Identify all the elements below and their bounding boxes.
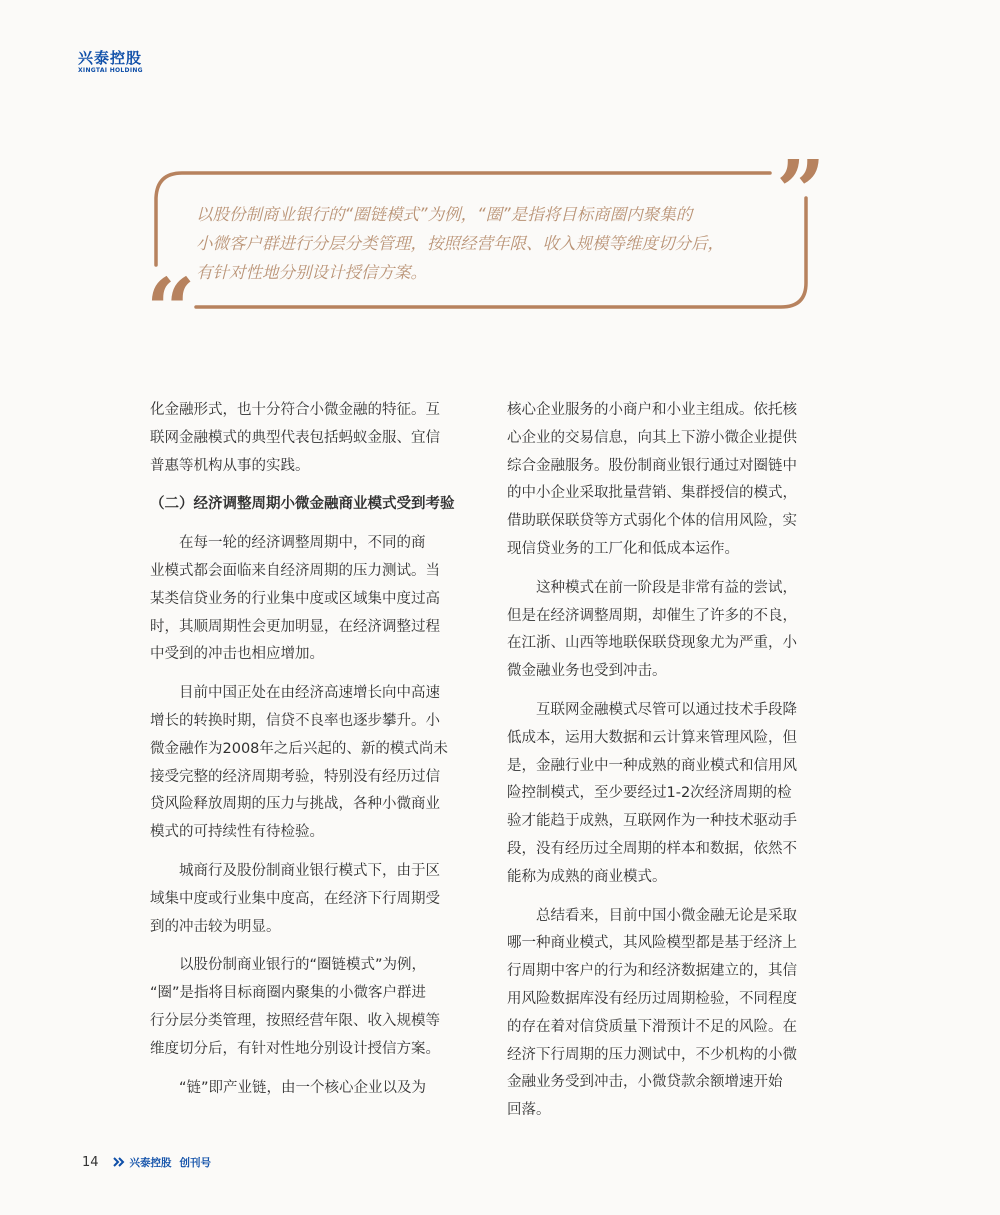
text-line: 普惠等机构从事的实践。 (150, 457, 310, 474)
text-line: “圈”是指将目标商圈内聚集的小微客户群进 (150, 985, 427, 1002)
text-line: 目前中国正处在由经济高速增长向中高速 (150, 685, 440, 702)
section-heading (150, 491, 460, 519)
pull-quote-line: 以股份制商业银行的“圈链模式”为例，“圈”是指将目标商圈内聚集的 (196, 205, 693, 224)
text-line: 的存在着对信贷质量下滑预计不足的风险。在 (507, 1018, 797, 1035)
text-line: 是，金融行业中一种成熟的商业模式和信用风 (507, 757, 797, 774)
pull-quote-text (196, 200, 796, 287)
text-line: （二）经济调整周期小微金融商业模式受到考验 (150, 496, 455, 513)
text-line: 险控制模式，至少要经过1-2次经济周期的检 (507, 785, 792, 802)
double-chevron-right-icon (113, 1157, 125, 1167)
text-line: 这种模式在前一阶段是非常有益的尝试， (507, 579, 797, 596)
text-line: 行分层分类管理，按照经营年限、收入规模等 (150, 1012, 440, 1029)
text-line: 总结看来，目前中国小微金融无论是采取 (507, 907, 797, 924)
paragraph (150, 952, 460, 1063)
text-line: 增长的转换时期，信贷不良率也逐步攀升。小 (150, 712, 440, 729)
text-line: 某类信贷业务的行业集中度或区域集中度过高 (150, 590, 440, 607)
text-line: “链”即产业链，由一个核心企业以及为 (150, 1079, 427, 1096)
logo-name-cn: 兴泰控股 (78, 49, 143, 67)
paragraph (507, 397, 817, 564)
text-line: 低成本，运用大数据和云计算来管理风险，但 (507, 729, 797, 746)
paragraph (507, 697, 817, 892)
text-line: 综合金融服务。股份制商业银行通过对圈链中 (507, 457, 797, 474)
text-line: 借助联保联贷等方式弱化个体的信用风险，实 (507, 513, 797, 530)
text-line: 在每一轮的经济调整周期中，不同的商 (150, 535, 426, 552)
text-line: 业模式都会面临来自经济周期的压力测试。当 (150, 562, 440, 579)
text-line: 微金融业务也受到冲击。 (507, 663, 667, 680)
footer-issue: 创刊号 (179, 1156, 212, 1169)
footer-brand: 兴泰控股 (129, 1156, 172, 1169)
text-line: 现信贷业务的工厂化和低成本运作。 (507, 540, 739, 557)
text-line: 维度切分后，有针对性地分别设计授信方案。 (150, 1040, 440, 1057)
text-line: 互联网金融模式尽管可以通过技术手段降 (507, 701, 797, 718)
text-line: 中受到的冲击也相应增加。 (150, 646, 324, 663)
text-line: 哪一种商业模式，其风险模型都是基于经济上 (507, 935, 797, 952)
text-line: 接受完整的经济周期考验，特别没有经历过信 (150, 768, 440, 785)
close-quote-icon: ” (776, 142, 826, 243)
text-line: 验才能趋于成熟，互联网作为一种技术驱动手 (507, 813, 797, 830)
text-line: 贷风险释放周期的压力与挑战，各种小微商业 (150, 796, 440, 813)
text-line: 但是在经济调整周期，却催生了许多的不良， (507, 607, 797, 624)
page-footer (82, 1152, 211, 1172)
text-line: 能称为成熟的商业模式。 (507, 868, 667, 885)
text-line: 微金融作为2008年之后兴起的、新的模式尚未 (150, 740, 448, 757)
paragraph (150, 858, 460, 941)
text-line: 行周期中客户的行为和经济数据建立的，其信 (507, 963, 797, 980)
page-number: 14 (82, 1154, 99, 1170)
paragraph (507, 903, 817, 1125)
text-line: 以股份制商业银行的“圈链模式”为例， (150, 957, 427, 974)
paragraph (150, 397, 460, 480)
text-line: 域集中度或行业集中度高，在经济下行周期受 (150, 890, 440, 907)
paragraph (150, 1075, 460, 1103)
text-line: 联网金融模式的典型代表包括蚂蚁金服、宜信 (150, 429, 440, 446)
text-line: 的中小企业采取批量营销、集群授信的模式， (507, 485, 797, 502)
text-line: 城商行及股份制商业银行模式下，由于区 (150, 862, 440, 879)
text-line: 化金融形式，也十分符合小微金融的特征。互 (150, 402, 440, 418)
text-line: 回落。 (507, 1102, 551, 1119)
text-line: 金融业务受到冲击，小微贷款余额增速开始 (507, 1074, 783, 1091)
pull-quote-line: 小微客户群进行分层分类管理，按照经营年限、收入规模等维度切分后， (196, 234, 724, 253)
paragraph (150, 530, 460, 669)
text-line: 经济下行周期的压力测试中，不少机构的小微 (507, 1046, 797, 1063)
text-line: 时，其顺周期性会更加明显，在经济调整过程 (150, 618, 440, 635)
text-line: 用风险数据库没有经历过周期检验，不同程度 (507, 990, 797, 1007)
pull-quote (0, 0, 1000, 361)
open-quote-icon: “ (146, 260, 196, 361)
text-line: 核心企业服务的小商户和小业主组成。依托核 (507, 402, 797, 418)
right-column (507, 397, 817, 1136)
text-line: 在江浙、山西等地联保联贷现象尤为严重，小 (507, 635, 797, 652)
text-line: 心企业的交易信息，向其上下游小微企业提供 (507, 429, 797, 446)
text-line: 到的冲击较为明显。 (150, 918, 281, 935)
logo-name-en: XINGTAI HOLDING (78, 67, 143, 74)
paragraph (150, 680, 460, 847)
text-line: 段，没有经历过全周期的样本和数据，依然不 (507, 840, 797, 857)
text-line: 模式的可持续性有待检验。 (150, 824, 324, 841)
paragraph (507, 575, 817, 686)
pull-quote-line: 有针对性地分别设计授信方案。 (196, 263, 427, 282)
left-column (150, 397, 460, 1113)
